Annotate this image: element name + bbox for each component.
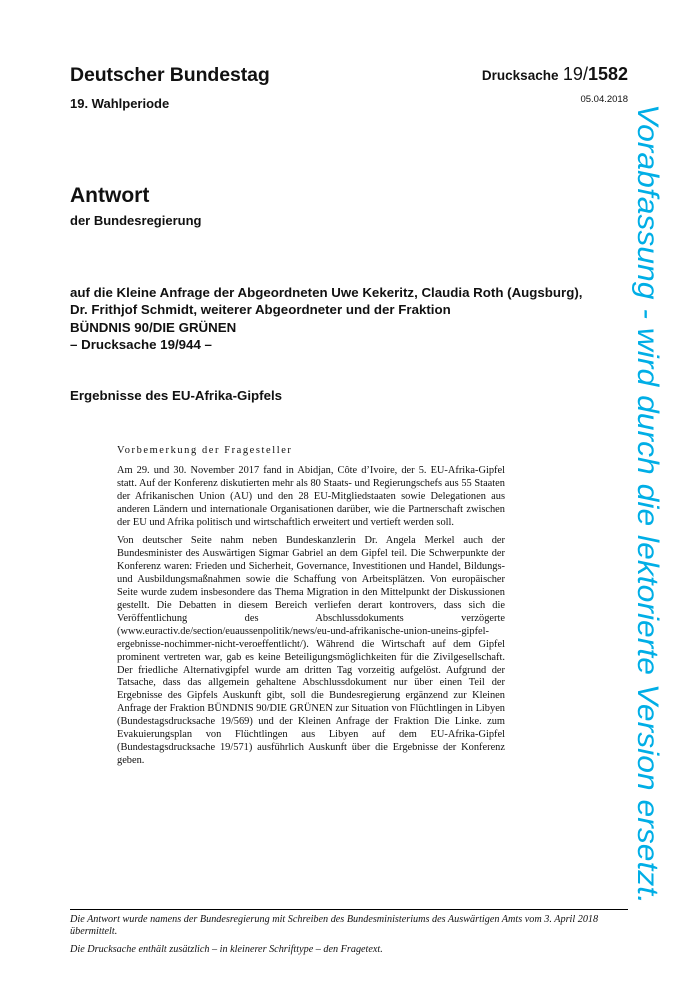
footnote-question-text: Die Drucksache enthält zusätzlich – in kleinerer Schrifttype – den Fragetext. bbox=[70, 944, 383, 955]
watermark-text: Vorabfassung - wird durch die lektorierte Version ersetzt. bbox=[631, 104, 664, 858]
document-date: 05.04.2018 bbox=[580, 94, 628, 105]
inquiry-line: Dr. Frithjof Schmidt, weiterer Abgeordneter und der Fraktion bbox=[70, 302, 451, 318]
drucksache-label: Drucksache bbox=[481, 68, 559, 83]
draft-watermark bbox=[626, 104, 676, 904]
drucksache-number-bold: 1582 bbox=[587, 64, 628, 84]
drucksache-number bbox=[563, 64, 628, 84]
document-title: Antwort bbox=[70, 184, 150, 207]
inquiry-line: BÜNDNIS 90/DIE GRÜNEN bbox=[70, 319, 237, 335]
inquiry-line: – Drucksache 19/944 – bbox=[70, 336, 212, 352]
preliminary-remark bbox=[117, 445, 505, 768]
preliminary-paragraph: Von deutscher Seite nahm neben Bundeskanzlerin Dr. Angela Merkel auch der Bundesminister des Auswärtigen Sigmar Gabriel an dem Gipfel teil. Die Schwerpunkte der Konferenz waren: Frieden und Sicherheit, Governance, Investitionen und Handel, Bildungs- und Ausbildungsmaßnahmen sowie die Schaffung von Arbeitsplätzen. Von europäischer Seite wurde zudem insbesondere das Thema Migration in den Mittelpunkt der Diskussionen gestellt. Die Debatten in diesem Bereich verliefen derart kontrovers, dass sich die Veröffentlichung des Abschlussdokuments verzögerte (www.euractiv.de/section/euaussenpolitik/news/eu-und-afrikanische-union-uneins-gipfel-ergebnisse-nochimmer-nicht-veroeffentlicht/). Während die Wirtschaft auf dem Gipfel prominent vertreten war, gab es keine Beteiligungsmöglichkeiten für die Zivilgesellschaft. Der friedliche Alternativgipfel wurde am dritten Tag vorzeitig aufgelöst. Aufgrund der Tatsache, dass das allgemein gehaltene Abschlussdokument nur über einen Teil der Ergebnisse des Gipfels Auskunft gibt, soll die Bundesregierung ergänzend zur Kleinen Anfrage der Fraktion BÜNDNIS 90/DIE GRÜNEN zur Situation von Flüchtlingen in Libyen (Bundestagsdrucksache 19/569) und der Kleinen Anfrage der Fraktion Die Linke. zum Evakuierungsplan von Flüchtlingen aus Libyen auf dem EU-Afrika-Gipfel (Bundestagsdrucksache 19/571) ausführlich Auskunft über die Ergebnisse der Konferenz geben. bbox=[117, 535, 505, 766]
document-header-left bbox=[70, 64, 270, 111]
topic-heading: Ergebnisse des EU-Afrika-Gipfels bbox=[70, 388, 283, 403]
document-subtitle: der Bundesregierung bbox=[70, 213, 202, 228]
legislative-period: 19. Wahlperiode bbox=[70, 96, 170, 111]
footer-divider bbox=[70, 909, 628, 910]
drucksache-prefix: 19/ bbox=[562, 64, 588, 84]
footnote-transmission: Die Antwort wurde namens der Bundesregierung mit Schreiben des Bundesministeriums des Auswärtigen Amts vom 3. April 2018 übermittelt. bbox=[70, 914, 599, 938]
inquiry-block bbox=[70, 284, 630, 353]
inquiry-line: auf die Kleine Anfrage der Abgeordneten Uwe Kekeritz, Claudia Roth (Augsburg), bbox=[70, 285, 583, 300]
preliminary-heading: Vorbemerkung der Fragesteller bbox=[117, 445, 293, 456]
drucksache-line bbox=[482, 64, 628, 85]
preliminary-paragraph: Am 29. und 30. November 2017 fand in Abidjan, Côte d’Ivoire, der 5. EU-Afrika-Gipfel statt. Auf der Konferenz diskutierten mehr als 80 Staats- und Regierungschefs aus 55 Staaten der Afrikanischen Union (AU) und den 28 EU-Mitgliedstaaten sowie Delegationen aus anderen Ländern und internationale Organisationen darüber, wie die Partnerschaft zwischen der EU und Afrika politisch und wirtschaftlich erweitert und vertieft werden soll. bbox=[117, 464, 505, 528]
institution-name: Deutscher Bundestag bbox=[70, 64, 270, 86]
document-header-right bbox=[482, 64, 628, 105]
